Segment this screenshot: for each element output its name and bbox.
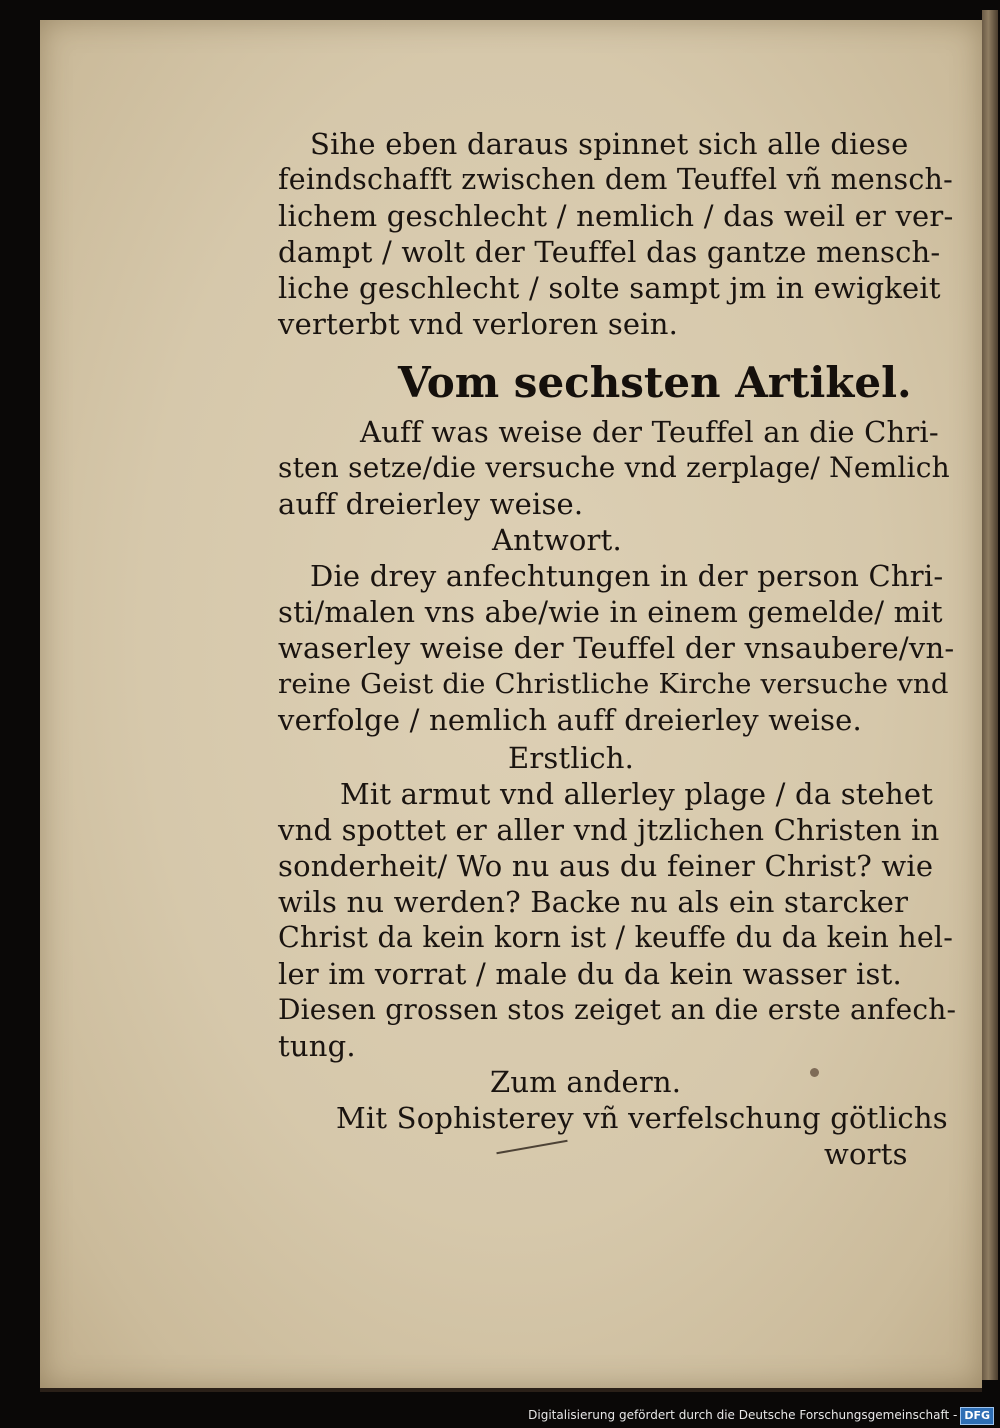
- text-line: Christ da kein korn ist / keuffe du da kein hel-: [278, 921, 954, 954]
- text-line: Die drey anfechtungen in der person Chri-: [310, 559, 944, 593]
- text-line: tung.: [278, 1029, 356, 1063]
- first-label: Erstlich.: [508, 741, 635, 775]
- text-line: Diesen grossen stos zeiget an die erste anfech-: [278, 993, 957, 1026]
- text-line: sonderheit/ Wo nu aus du feiner Christ? wie: [278, 849, 934, 883]
- text-line: Auff was weise der Teuffel an die Chri-: [360, 415, 939, 449]
- text-line: lichem geschlecht / nemlich / das weil er ver-: [278, 199, 954, 233]
- text-line: verfolge / nemlich auff dreierley weise.: [278, 703, 862, 737]
- text-line: waserley weise der Teuffel der vnsaubere/vn-: [278, 631, 955, 665]
- page-bottom-edge: [40, 1388, 982, 1392]
- ink-blot: [810, 1068, 819, 1077]
- text-line: reine Geist die Christliche Kirche versuche vnd: [278, 668, 949, 700]
- text-line: dampt / wolt der Teuffel das gantze mensch-: [278, 235, 941, 269]
- pen-stroke-mark: [496, 1140, 567, 1154]
- text-line: verterbt vnd verloren sein.: [278, 307, 679, 341]
- second-label: Zum andern.: [490, 1065, 682, 1099]
- text-line: Sihe eben daraus spinnet sich alle diese: [310, 127, 909, 161]
- text-line: Mit Sophisterey vñ verfelschung götlichs: [336, 1101, 948, 1135]
- dfg-logo: DFG: [960, 1407, 994, 1425]
- catchword: worts: [824, 1137, 908, 1171]
- credit-text: Digitalisierung gefördert durch die Deutsche Forschungsgemeinschaft -: [528, 1408, 958, 1422]
- page-edge-strip: [982, 10, 998, 1380]
- book-page: [40, 20, 982, 1388]
- answer-label: Antwort.: [492, 523, 622, 557]
- text-line: liche geschlecht / solte sampt jm in ewigkeit: [278, 271, 941, 305]
- text-line: ler im vorrat / male du da kein wasser ist.: [278, 957, 902, 991]
- digitization-credit: [528, 1407, 994, 1425]
- text-line: wils nu werden? Backe nu als ein starcker: [278, 885, 909, 919]
- text-line: auff dreierley weise.: [278, 487, 584, 521]
- text-line: vnd spottet er aller vnd jtzlichen Christen in: [278, 813, 940, 847]
- text-line: sten setze/die versuche vnd zerplage/ Nemlich: [278, 451, 950, 484]
- text-line: sti/malen vns abe/wie in einem gemelde/ mit: [278, 595, 943, 629]
- text-line: Mit armut vnd allerley plage / da stehet: [340, 777, 934, 811]
- text-line: feindschafft zwischen dem Teuffel vñ mensch-: [278, 163, 953, 196]
- section-heading: Vom sechsten Artikel.: [398, 358, 912, 407]
